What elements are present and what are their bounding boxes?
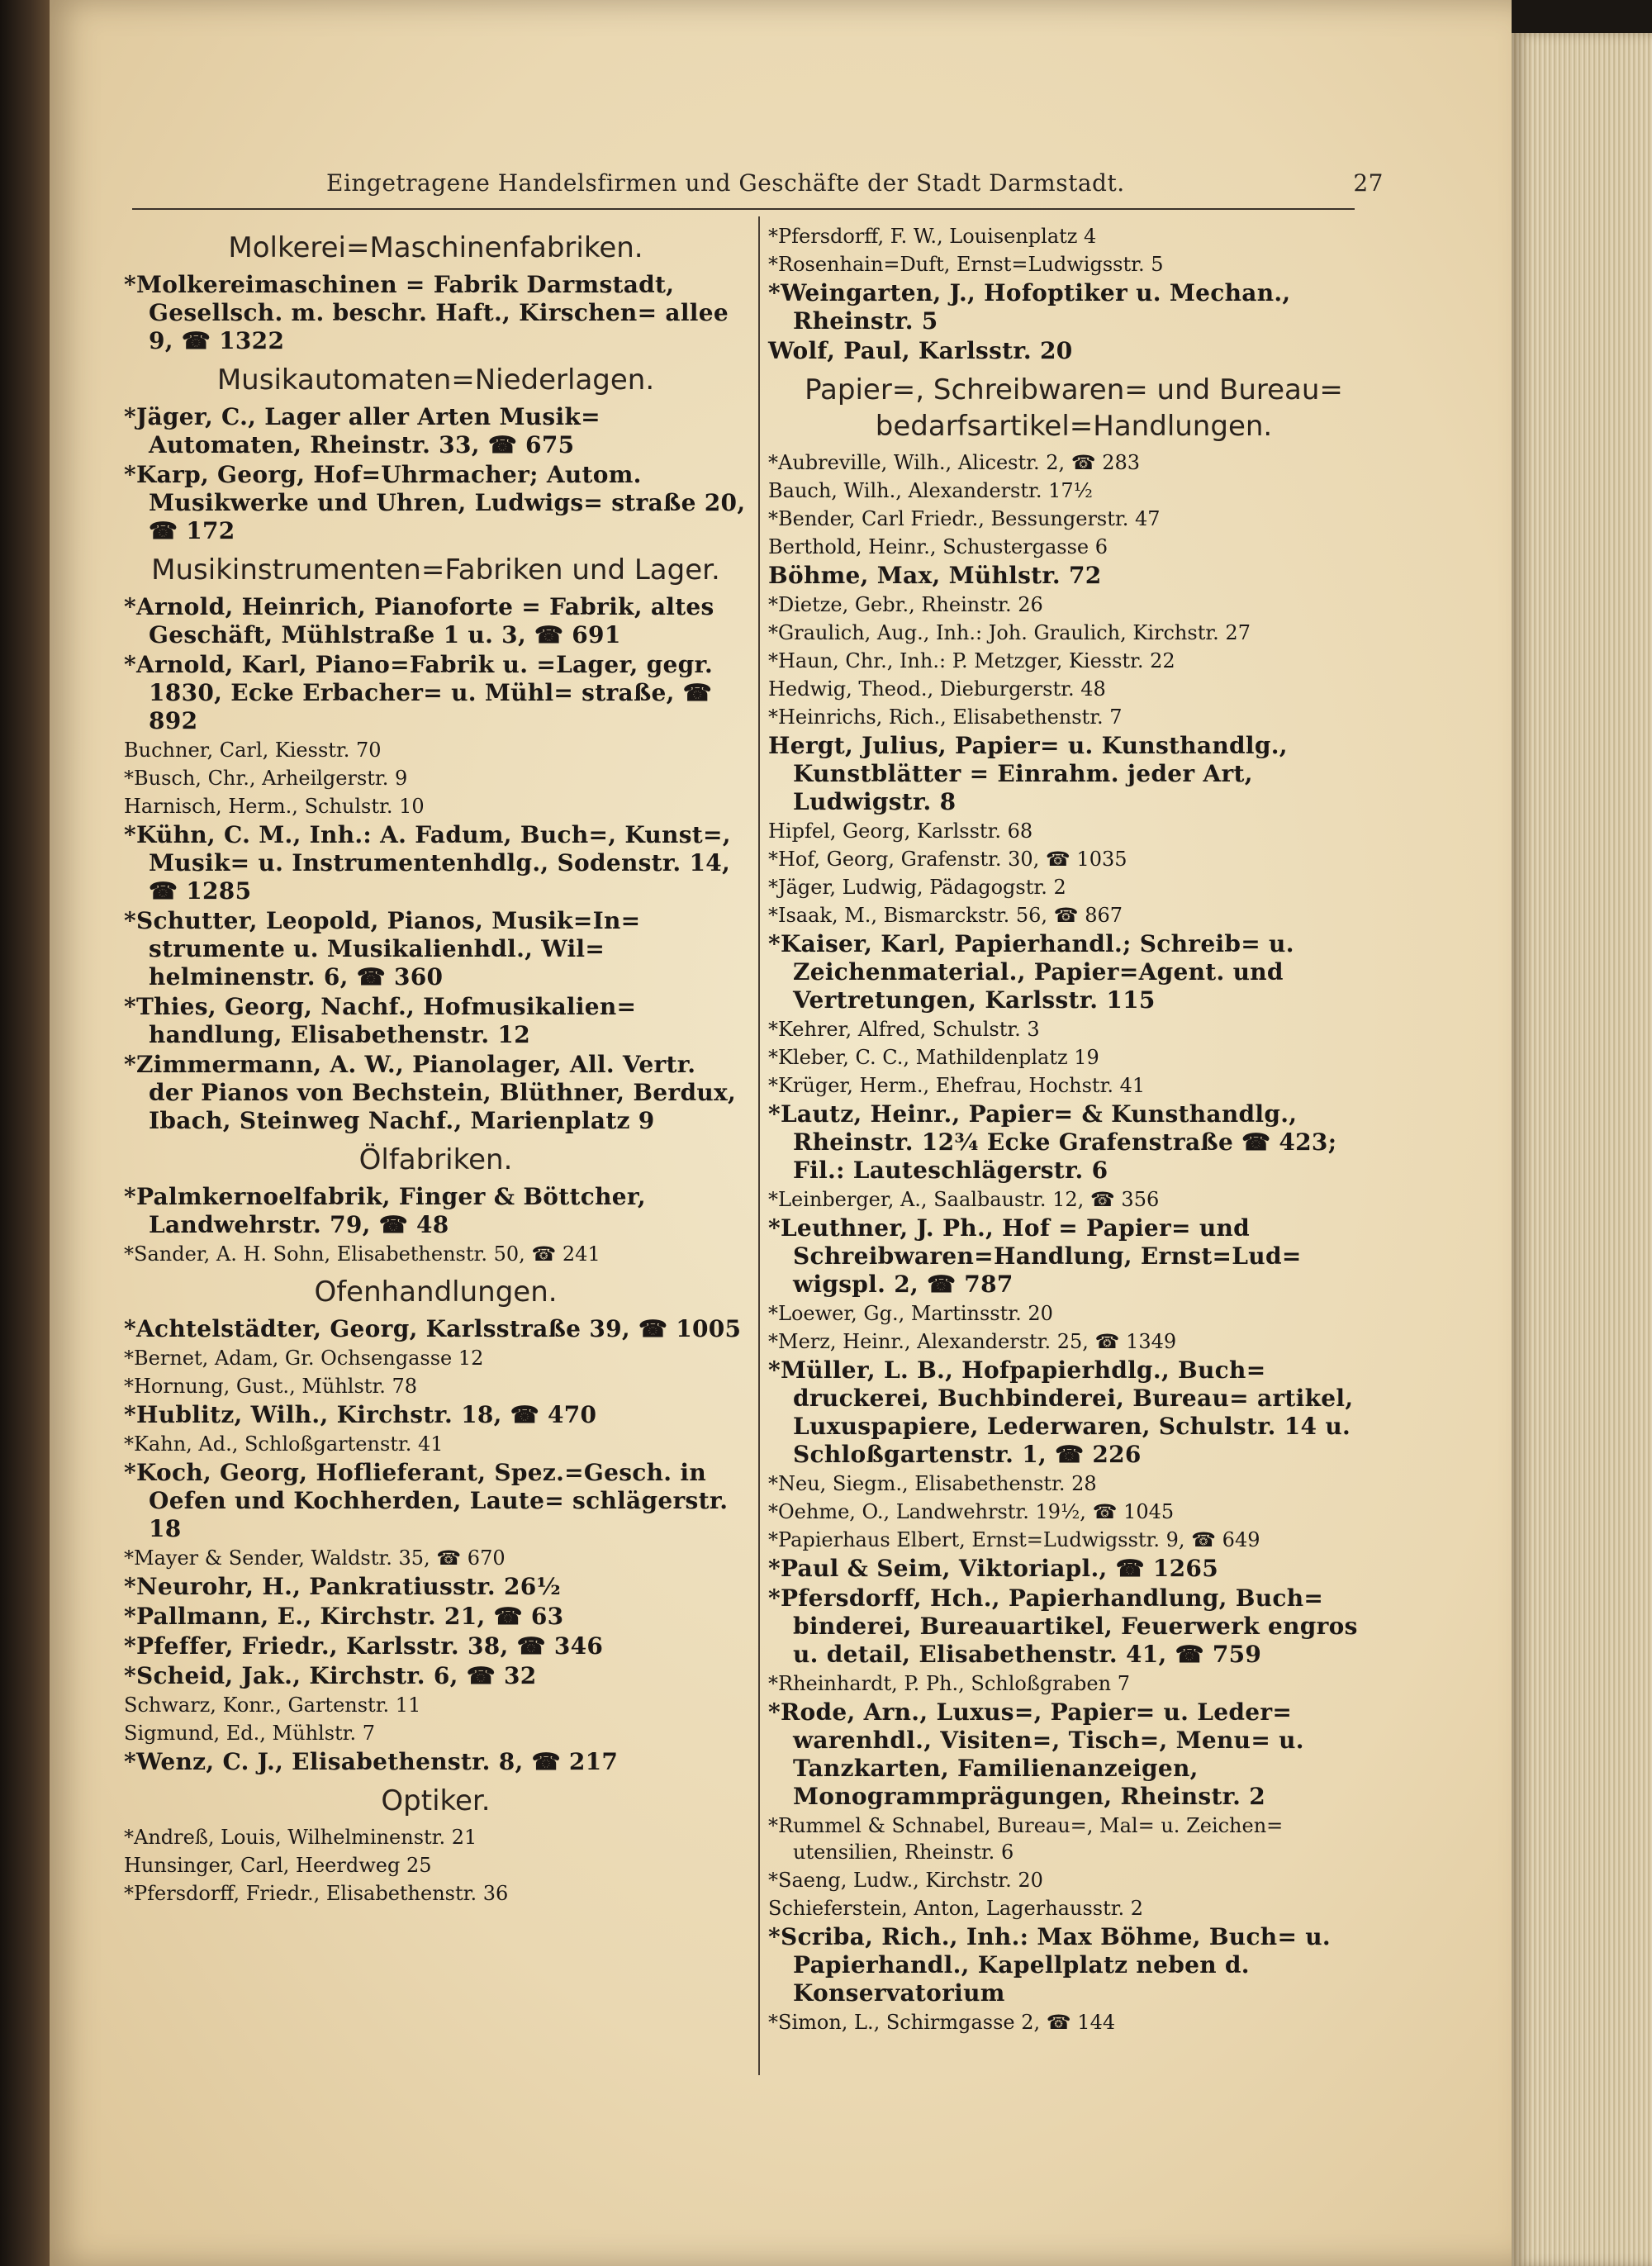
page-header (326, 169, 1384, 197)
directory-entry: *Kahn, Ad., Schloßgartenstr. 41 (124, 1432, 444, 1456)
directory-entry: Hipfel, Georg, Karlsstr. 68 (768, 819, 1033, 843)
directory-entry: *Aubreville, Wilh., Alicestr. 2, ☎ 283 (768, 451, 1141, 474)
directory-entry: *Pfersdorff, Hch., Papierhandlung, Buch= binderei, Bureauartikel, Feuerwerk engros u. detail, Elisabethenstr. 41, ☎ 759 (768, 1584, 1358, 1668)
directory-entry: *Scriba, Rich., Inh.: Max Böhme, Buch= u. Papierhandl., Kapellplatz neben d. Konservatorium (768, 1923, 1331, 2007)
directory-entry: *Krüger, Herm., Ehefrau, Hochstr. 41 (768, 1074, 1146, 1097)
directory-entry: *Palmkernoelfabrik, Finger & Böttcher, Landwehrstr. 79, ☎ 48 (124, 1183, 646, 1238)
directory-entry: *Mayer & Sender, Waldstr. 35, ☎ 670 (124, 1546, 506, 1570)
section-heading: Ölfabriken. (358, 1143, 513, 1176)
header-rule (132, 208, 1355, 210)
directory-entry: *Isaak, M., Bismarckstr. 56, ☎ 867 (768, 904, 1123, 927)
directory-entry: Berthold, Heinr., Schustergasse 6 (768, 535, 1108, 558)
directory-entry: Hedwig, Theod., Dieburgerstr. 48 (768, 677, 1106, 701)
directory-entry: *Pfeffer, Friedr., Karlsstr. 38, ☎ 346 (124, 1632, 604, 1660)
directory-entry: *Wenz, C. J., Elisabethenstr. 8, ☎ 217 (124, 1748, 619, 1775)
directory-entry: Harnisch, Herm., Schulstr. 10 (124, 795, 425, 818)
directory-entry: *Arnold, Heinrich, Pianoforte = Fabrik, altes Geschäft, Mühlstraße 1 u. 3, ☎ 691 (124, 593, 714, 648)
page-edges-stack (1512, 33, 1652, 2266)
directory-entry: *Jäger, C., Lager aller Arten Musik= Automaten, Rheinstr. 33, ☎ 675 (124, 403, 601, 458)
directory-entry: *Arnold, Karl, Piano=Fabrik u. =Lager, gegr. 1830, Ecke Erbacher= u. Mühl= straße, ☎ 892 (124, 651, 714, 734)
directory-entry: *Schutter, Leopold, Pianos, Musik=In= strumente u. Musikalienhdl., Wil= helminenstr. 6, ☎ 360 (124, 907, 641, 990)
directory-entry: *Lautz, Heinr., Papier= & Kunsthandlg., Rheinstr. 12¾ Ecke Grafenstraße ☎ 423; Fil.: Lauteschlägerstr. 6 (768, 1100, 1337, 1184)
directory-entry: *Karp, Georg, Hof=Uhrmacher; Autom. Musikwerke und Uhren, Ludwigs= straße 20, ☎ 172 (124, 461, 746, 544)
directory-entry: *Loewer, Gg., Martinsstr. 20 (768, 1302, 1053, 1325)
directory-entry: *Papierhaus Elbert, Ernst=Ludwigsstr. 9, ☎ 649 (768, 1528, 1260, 1551)
section-heading: Ofenhandlungen. (314, 1276, 558, 1309)
directory-entry: *Rheinhardt, P. Ph., Schloßgraben 7 (768, 1672, 1130, 1695)
column-divider (758, 216, 760, 2075)
directory-entry: *Oehme, O., Landwehrstr. 19½, ☎ 1045 (768, 1500, 1175, 1523)
directory-entry: *Kühn, C. M., Inh.: A. Fadum, Buch=, Kunst=, Musik= u. Instrumentenhdlg., Sodenstr. 14, ☎ 1285 (124, 821, 731, 905)
directory-entry: *Leuthner, J. Ph., Hof = Papier= und Schreibwaren=Handlung, Ernst=Lud= wigspl. 2, ☎ 787 (768, 1214, 1302, 1298)
section-heading: Optiker. (381, 1784, 491, 1817)
directory-entry: *Rummel & Schnabel, Bureau=, Mal= u. Zeichen= utensilien, Rheinstr. 6 (768, 1814, 1284, 1864)
directory-entry: *Achtelstädter, Georg, Karlsstraße 39, ☎ 1005 (124, 1315, 742, 1342)
directory-entry: *Pallmann, E., Kirchstr. 21, ☎ 63 (124, 1603, 564, 1630)
directory-entry: *Bender, Carl Friedr., Bessungerstr. 47 (768, 507, 1161, 530)
directory-entry: *Graulich, Aug., Inh.: Joh. Graulich, Kirchstr. 27 (768, 621, 1251, 644)
section-heading: Papier=, Schreibwaren= und Bureau= bedarfsartikel=Handlungen. (805, 373, 1343, 443)
directory-entry: *Pfersdorff, F. W., Louisenplatz 4 (768, 225, 1097, 248)
directory-entry: *Neurohr, H., Pankratiusstr. 26½ (124, 1573, 562, 1600)
directory-entry: Schieferstein, Anton, Lagerhausstr. 2 (768, 1897, 1144, 1920)
directory-entry: *Rosenhain=Duft, Ernst=Ludwigsstr. 5 (768, 253, 1164, 276)
directory-entry: *Haun, Chr., Inh.: P. Metzger, Kiesstr. 22 (768, 649, 1175, 672)
directory-entry: *Busch, Chr., Arheilgerstr. 9 (124, 767, 408, 790)
header-title: Eingetragene Handelsfirmen und Geschäfte der Stadt Darmstadt. (326, 169, 1125, 197)
directory-entry: *Merz, Heinr., Alexanderstr. 25, ☎ 1349 (768, 1330, 1177, 1353)
directory-entry: Schwarz, Konr., Gartenstr. 11 (124, 1694, 421, 1717)
directory-entry: *Paul & Seim, Viktoriapl., ☎ 1265 (768, 1555, 1218, 1582)
directory-entry: Sigmund, Ed., Mühlstr. 7 (124, 1722, 376, 1745)
directory-entry: Hunsinger, Carl, Heerdweg 25 (124, 1854, 432, 1877)
left-column (124, 223, 748, 1908)
section-heading: Musikautomaten=Niederlagen. (216, 363, 655, 397)
directory-entry: *Sander, A. H. Sohn, Elisabethenstr. 50, ☎ 241 (124, 1242, 601, 1266)
directory-entry: Wolf, Paul, Karlsstr. 20 (768, 337, 1073, 364)
directory-entry: *Thies, Georg, Nachf., Hofmusikalien= handlung, Elisabethenstr. 12 (124, 993, 637, 1048)
directory-entry: *Weingarten, J., Hofoptiker u. Mechan., Rheinstr. 5 (768, 279, 1291, 335)
directory-entry: *Hornung, Gust., Mühlstr. 78 (124, 1375, 418, 1398)
directory-entry: *Kleber, C. C., Mathildenplatz 19 (768, 1046, 1099, 1069)
book-spine-shadow (0, 0, 56, 2266)
directory-entry: *Molkereimaschinen = Fabrik Darmstadt, Gesellsch. m. beschr. Haft., Kirschen= allee 9, ☎ 1322 (124, 271, 729, 354)
directory-entry: Buchner, Carl, Kiesstr. 70 (124, 739, 382, 762)
directory-entry: *Andreß, Louis, Wilhelminenstr. 21 (124, 1826, 477, 1849)
directory-entry: *Hublitz, Wilh., Kirchstr. 18, ☎ 470 (124, 1401, 597, 1428)
directory-entry: *Heinrichs, Rich., Elisabethenstr. 7 (768, 705, 1123, 729)
directory-entry: *Rode, Arn., Luxus=, Papier= u. Leder= warenhdl., Visiten=, Tisch=, Menu= u. Tanzkarten, Familienanzeigen, Monogrammprägungen, Rheinstr. 2 (768, 1698, 1304, 1810)
directory-entry: Bauch, Wilh., Alexanderstr. 17½ (768, 479, 1093, 502)
directory-entry: *Kehrer, Alfred, Schulstr. 3 (768, 1018, 1040, 1041)
directory-entry: *Koch, Georg, Hoflieferant, Spez.=Gesch. in Oefen und Kochherden, Laute= schlägerstr. 18 (124, 1459, 729, 1542)
page-number: 27 (1353, 169, 1384, 197)
background-dark (1512, 0, 1652, 33)
directory-entry: *Hof, Georg, Grafenstr. 30, ☎ 1035 (768, 848, 1127, 871)
directory-entry: *Neu, Siegm., Elisabethenstr. 28 (768, 1472, 1097, 1495)
directory-entry: *Zimmermann, A. W., Pianolager, All. Vertr. der Pianos von Bechstein, Blüthner, Berdux, Ibach, Steinweg Nachf., Marienplatz 9 (124, 1051, 737, 1134)
section-heading: Musikinstrumenten=Fabriken und Lager. (151, 553, 720, 587)
directory-entry: *Dietze, Gebr., Rheinstr. 26 (768, 593, 1043, 616)
directory-entry: *Saeng, Ludw., Kirchstr. 20 (768, 1869, 1043, 1892)
directory-entry: Hergt, Julius, Papier= u. Kunsthandlg., Kunstblätter = Einrahm. jeder Art, Ludwigstr. 8 (768, 732, 1288, 815)
directory-entry: *Leinberger, A., Saalbaustr. 12, ☎ 356 (768, 1188, 1160, 1211)
directory-entry: *Scheid, Jak., Kirchstr. 6, ☎ 32 (124, 1662, 537, 1689)
directory-entry: *Kaiser, Karl, Papierhandl.; Schreib= u. Zeichenmaterial., Papier=Agent. und Vertretungen, Karlsstr. 115 (768, 930, 1294, 1014)
directory-entry: *Simon, L., Schirmgasse 2, ☎ 144 (768, 2011, 1116, 2034)
directory-entry: *Müller, L. B., Hofpapierhdlg., Buch= druckerei, Buchbinderei, Bureau= artikel, Luxuspapiere, Lederwaren, Schulstr. 14 u. Schloßgartenstr. 1, ☎ 226 (768, 1356, 1354, 1468)
directory-entry: Böhme, Max, Mühlstr. 72 (768, 562, 1102, 589)
right-column (768, 223, 1379, 2037)
section-heading: Molkerei=Maschinenfabriken. (228, 231, 643, 264)
directory-entry: *Bernet, Adam, Gr. Ochsengasse 12 (124, 1347, 484, 1370)
directory-entry: *Jäger, Ludwig, Pädagogstr. 2 (768, 876, 1066, 899)
directory-entry: *Pfersdorff, Friedr., Elisabethenstr. 36 (124, 1882, 509, 1905)
